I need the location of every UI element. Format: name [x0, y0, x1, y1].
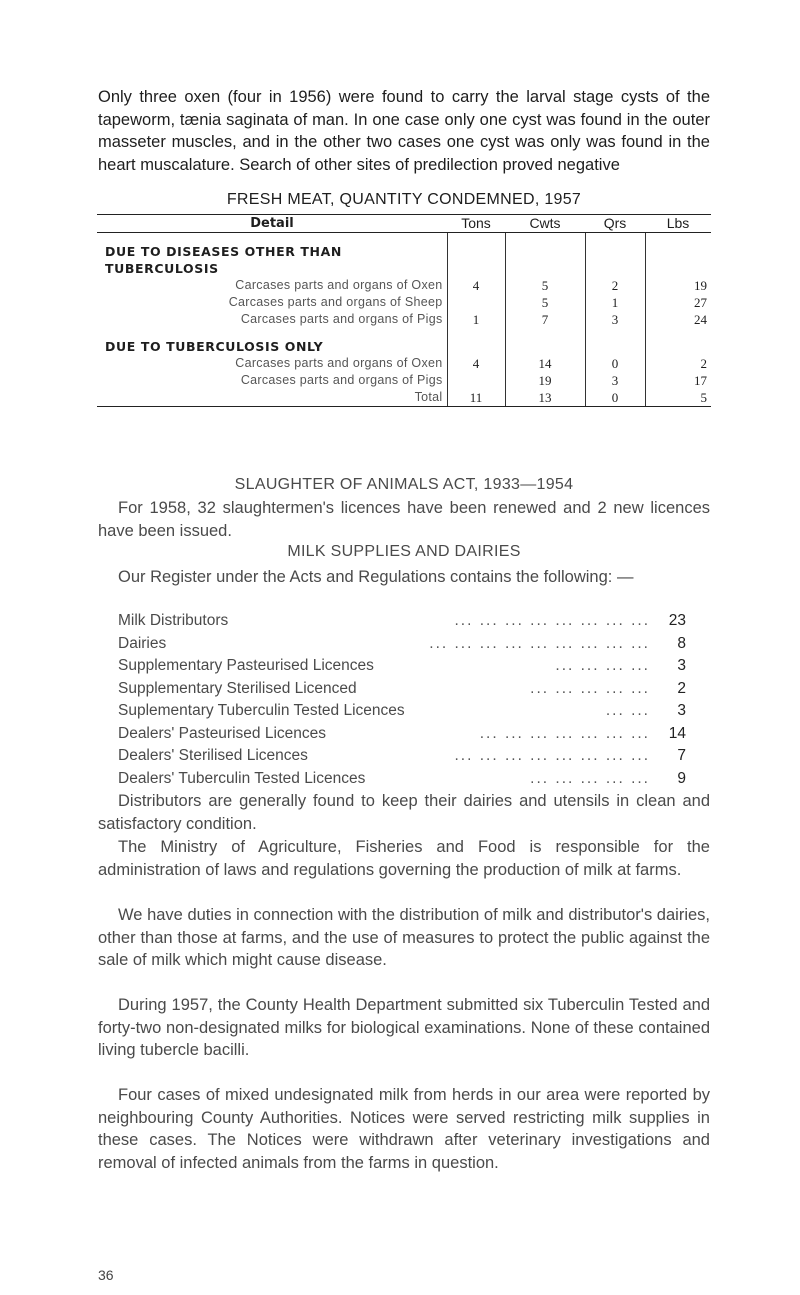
- leader-dots: ... ...: [605, 702, 650, 719]
- table-title: FRESH MEAT, QUANTITY CONDEMNED, 1957: [226, 191, 582, 208]
- leader-dots: ... ... ... ... ... ... ... ...: [454, 612, 650, 629]
- total-qrs: 0: [585, 389, 645, 407]
- list-item: [118, 700, 688, 723]
- register-paragraph: Our Register under the Acts and Regulations contains the following: —: [118, 568, 634, 586]
- table-row: [97, 372, 711, 389]
- cell-qrs: 1: [585, 294, 645, 311]
- list-item-label: Supplementary Pasteurised Licences: [118, 657, 374, 674]
- county-1957-paragraph: During 1957, the County Health Department submitted six Tuberculin Tested and forty-two non-designated milks for biological examinations. None of these contained living tubercle bacilli.: [98, 996, 710, 1059]
- cell-lbs: 27: [645, 294, 711, 311]
- table-total-row: [97, 389, 711, 407]
- list-item-value: 2: [677, 679, 686, 697]
- total-lbs: 5: [645, 389, 711, 407]
- cell-cwts: 7: [505, 311, 585, 328]
- list-item-value: 8: [677, 634, 686, 652]
- intro-paragraph: Only three oxen (four in 1956) were found to carry the larval stage cysts of the tapeworm, tænia saginata of man. In one case only one cyst was found in the outer masseter muscles, and in the other two cases one cyst was only was found in the heart muscalature. Search of other sites of predilection proved negative: [98, 88, 710, 174]
- condemned-meat-table: [97, 214, 711, 407]
- list-item-label: Suplementary Tuberculin Tested Licences: [118, 702, 405, 719]
- ministry-paragraph: The Ministry of Agriculture, Fisheries and Food is responsible for the administration of laws and regulations governing the production of milk at farms.: [98, 838, 710, 879]
- section-heading-row: [97, 338, 711, 355]
- header-qrs: Qrs: [585, 215, 645, 233]
- page-number: 36: [98, 1267, 114, 1283]
- header-cwts: Cwts: [505, 215, 585, 233]
- four-cases-paragraph: Four cases of mixed undesignated milk from herds in our area were reported by neighbouring County Authorities. Notices were served restricting milk supplies in these cases. The Notices were withdrawn after veterinary investigations and removal of infected animals from the farms in question.: [98, 1086, 710, 1172]
- cell-tons: 4: [447, 355, 505, 372]
- cell-cwts: 14: [505, 355, 585, 372]
- list-item-label: Dairies: [118, 634, 167, 652]
- cell-lbs: 19: [645, 277, 711, 294]
- list-item-value: 9: [677, 769, 686, 787]
- row-label: Carcases parts and organs of Oxen: [235, 278, 443, 292]
- cell-qrs: 2: [585, 277, 645, 294]
- list-item-label: Dealers' Sterilised Licences: [118, 747, 308, 764]
- cell-tons: [447, 294, 505, 311]
- list-item: [118, 655, 688, 678]
- list-item-value: 23: [668, 612, 686, 629]
- section1-title-line2: TUBERCULOSIS: [105, 261, 219, 276]
- total-tons: 11: [447, 389, 505, 407]
- slaughter-paragraph: For 1958, 32 slaughtermen's licences have been renewed and 2 new licences have been issued.: [98, 499, 710, 540]
- leader-dots: ... ... ... ... ...: [530, 769, 650, 787]
- leader-dots: ... ... ... ... ... ... ... ...: [454, 747, 650, 764]
- leader-dots: ... ... ... ... ...: [530, 679, 650, 697]
- list-item-value: 3: [677, 702, 686, 719]
- table-row: [97, 311, 711, 328]
- cell-qrs: 3: [585, 372, 645, 389]
- cell-tons: 1: [447, 311, 505, 328]
- leader-dots: ... ... ... ... ... ... ...: [479, 724, 650, 742]
- cell-cwts: 5: [505, 277, 585, 294]
- list-item-label: Supplementary Sterilised Licenced: [118, 679, 357, 697]
- row-label: Carcases parts and organs of Pigs: [240, 312, 443, 326]
- milk-heading: MILK SUPPLIES AND DAIRIES: [287, 543, 521, 560]
- list-item: [118, 768, 688, 791]
- table-row: [97, 355, 711, 372]
- cell-cwts: 5: [505, 294, 585, 311]
- list-item: [118, 610, 688, 633]
- row-label: Carcases parts and organs of Sheep: [228, 295, 443, 309]
- cell-tons: 4: [447, 277, 505, 294]
- list-item-label: Dealers' Tuberculin Tested Licences: [118, 769, 366, 787]
- total-label: Total: [97, 389, 447, 407]
- header-lbs: Lbs: [645, 215, 711, 233]
- list-item: [118, 633, 688, 656]
- cell-lbs: 2: [645, 355, 711, 372]
- section-heading-row: [97, 260, 711, 277]
- row-label: Carcases parts and organs of Oxen: [235, 356, 443, 370]
- list-item-value: 3: [677, 657, 686, 674]
- section1-title-line1: DUE TO DISEASES OTHER THAN: [105, 244, 342, 259]
- leader-dots: ... ... ... ...: [555, 657, 650, 674]
- cell-cwts: 19: [505, 372, 585, 389]
- list-item: [118, 723, 688, 746]
- list-item-value: 7: [677, 747, 686, 764]
- list-item-label: Milk Distributors: [118, 612, 229, 629]
- table-row: [97, 294, 711, 311]
- row-label: Carcases parts and organs of Pigs: [240, 373, 443, 387]
- section-heading-row: [97, 243, 711, 260]
- duties-paragraph: We have duties in connection with the distribution of milk and distributor's dairies, other than those at farms, and the use of measures to protect the public against the sale of milk which might cause disease.: [98, 906, 710, 969]
- header-detail: Detail: [97, 215, 447, 233]
- cell-lbs: 24: [645, 311, 711, 328]
- distributors-paragraph: Distributors are generally found to keep their dairies and utensils in clean and satisfactory condition.: [98, 792, 710, 833]
- list-item: [118, 678, 688, 701]
- cell-lbs: 17: [645, 372, 711, 389]
- list-item-value: 14: [668, 724, 686, 742]
- table-header-row: [97, 215, 711, 233]
- cell-tons: [447, 372, 505, 389]
- section2-title: DUE TO TUBERCULOSIS ONLY: [105, 339, 324, 354]
- table-row: [97, 277, 711, 294]
- header-tons: Tons: [447, 215, 505, 233]
- slaughter-heading: SLAUGHTER OF ANIMALS ACT, 1933—1954: [234, 476, 574, 493]
- list-item: [118, 745, 688, 768]
- cell-qrs: 3: [585, 311, 645, 328]
- leader-dots: ... ... ... ... ... ... ... ... ...: [429, 634, 650, 652]
- register-list: [118, 610, 688, 790]
- total-cwts: 13: [505, 389, 585, 407]
- list-item-label: Dealers' Pasteurised Licences: [118, 724, 327, 742]
- cell-qrs: 0: [585, 355, 645, 372]
